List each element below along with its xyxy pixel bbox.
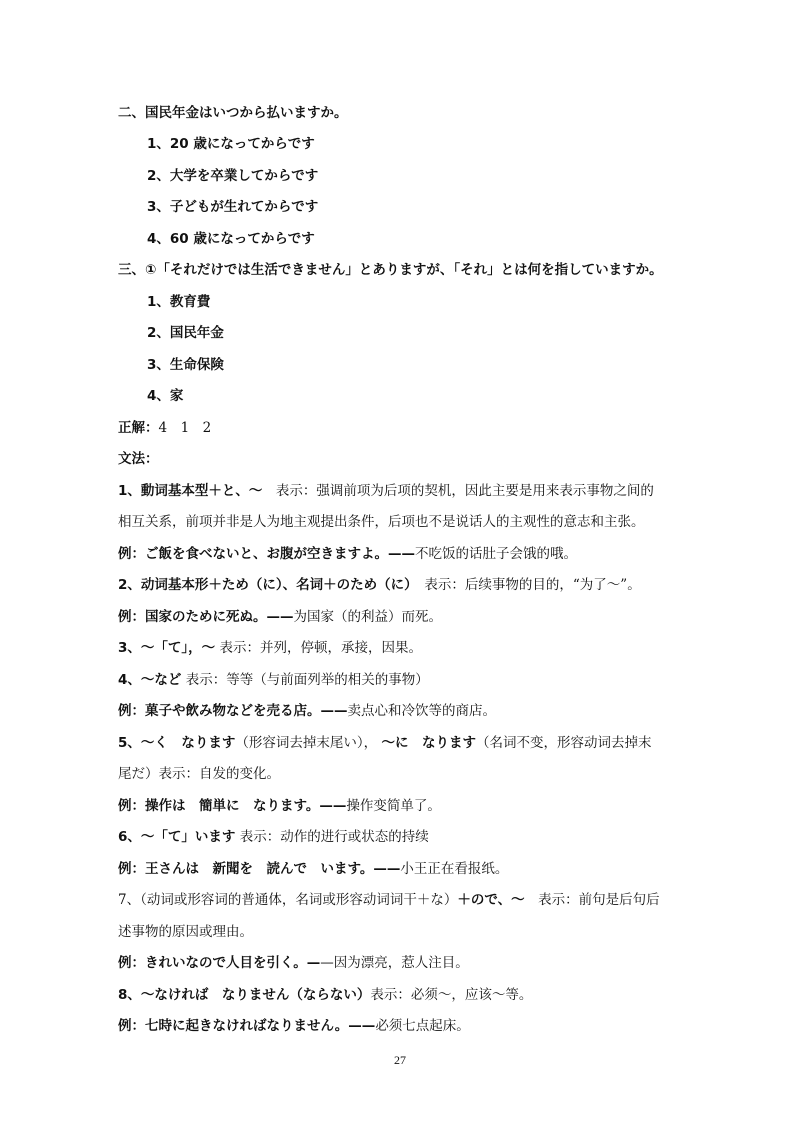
grammar-2-example [118,609,688,625]
grammar-8-example-jp: 例：七時に起きなければなりません。—— [118,1018,376,1034]
grammar-7-desc-2: 表示：前句是后句后 [524,892,660,908]
q3-option-3: 3、生命保険 [147,357,224,373]
grammar-6-pattern: 6、～「て」います [118,829,236,845]
q3-option-2: 2、国民年金 [147,325,224,341]
q2-option-1: 1、20 歳になってからです [147,136,315,152]
q2-option-3: 3、子どもが生れてからです [147,199,319,215]
grammar-3 [118,640,688,656]
grammar-title: 文法： [118,451,159,467]
grammar-7-pattern: ＋ので、～ [457,892,525,908]
grammar-6 [118,829,688,845]
grammar-8-pattern: 8、～なければ なりません（ならない） [118,987,371,1003]
grammar-2-example-jp: 例：国家のために死ぬ。—— [118,609,294,625]
grammar-4 [118,672,688,688]
page-number: 27 [394,1053,406,1067]
grammar-2-pattern: 2、动词基本形＋ため（に）、名词＋のため（に） [118,577,411,593]
grammar-6-example-jp: 例：王さんは 新聞を 読んで います。—— [118,861,401,877]
grammar-1-desc: 表示：强调前项为后项的契机，因此主要是用来表示事物之间的 [262,483,654,499]
grammar-7-desc-1: 7、（动词或形容词的普通体，名词或形容动词词干＋な） [118,892,458,908]
grammar-1-example-cn: 不吃饭的话肚子会饿的哦。 [415,546,577,562]
grammar-4-example-cn: 卖点心和冷饮等的商店。 [347,703,496,719]
answer-line [118,420,688,436]
grammar-1-example [118,546,688,562]
grammar-6-example-cn: 小王正在看报纸。 [400,861,509,877]
grammar-5-pattern-2: ～に なります [381,735,476,751]
question-2: 二、国民年金はいつから払いますか。 [118,105,348,121]
grammar-5-example [118,798,688,814]
grammar-8-desc: 表示：必须～，应该～等。 [370,987,533,1003]
grammar-4-pattern: 4、～など [118,672,182,688]
grammar-1-example-jp: 例：ご飯を食べないと、お腹が空きますよ。—— [118,546,415,562]
grammar-4-desc: 表示：等等（与前面列举的相关的事物） [181,672,429,688]
grammar-7-example-cn: —因为漂亮，惹人注目。 [320,955,469,971]
grammar-5-example-jp: 例：操作は 簡単に なります。—— [118,798,347,814]
q2-option-2: 2、大学を卒業してからです [147,168,319,184]
grammar-8-example-cn: 必须七点起床。 [375,1018,470,1034]
grammar-7-cont: 述事物的原因或理由。 [118,924,253,940]
grammar-2-example-cn: 为国家（的利益）而死。 [293,609,442,625]
q3-option-1: 1、教育費 [147,294,211,310]
grammar-5-desc-1: （形容词去掉末尾い）， [235,735,378,751]
grammar-2 [118,577,688,593]
grammar-7-example-jp: 例：きれいなので人目を引く。— [118,955,321,971]
grammar-4-example [118,703,688,719]
grammar-6-example [118,861,688,877]
grammar-3-pattern: 3、～「て」，～ [118,640,216,656]
q2-option-4: 4、60 歳になってからです [147,231,315,247]
grammar-5-pattern-1: 5、～く なります [118,735,236,751]
grammar-2-desc: 表示：后续事物的目的，“为了～”。 [410,577,641,593]
answer-values: 4 1 2 [158,420,212,436]
grammar-4-example-jp: 例：菓子や飲み物などを売る店。—— [118,703,348,719]
grammar-3-desc: 表示：并列，停顿，承接，因果。 [215,640,422,656]
grammar-5 [118,735,688,751]
answer-label: 正解： [118,420,159,436]
grammar-7 [118,892,688,908]
grammar-5-desc-2: （名词不变，形容动词去掉末 [475,735,652,751]
q3-option-4: 4、家 [147,388,184,404]
grammar-6-desc: 表示：动作的进行或状态的持续 [235,829,429,845]
grammar-8 [118,987,688,1003]
grammar-1-pattern: 1、動词基本型＋と、～ [118,483,263,499]
grammar-1-cont: 相互关系，前项并非是人为地主观提出条件，后项也不是说话人的主观性的意志和主张。 [118,514,645,530]
grammar-5-cont: 尾だ）表示：自发的变化。 [118,766,280,782]
grammar-1 [118,483,688,499]
grammar-5-example-cn: 操作变简单了。 [346,798,441,814]
grammar-7-example [118,955,688,971]
grammar-8-example [118,1018,688,1034]
question-3: 三、①「それだけでは生活できません」とありますが、「それ」とは何を指していますか。 [118,262,663,278]
